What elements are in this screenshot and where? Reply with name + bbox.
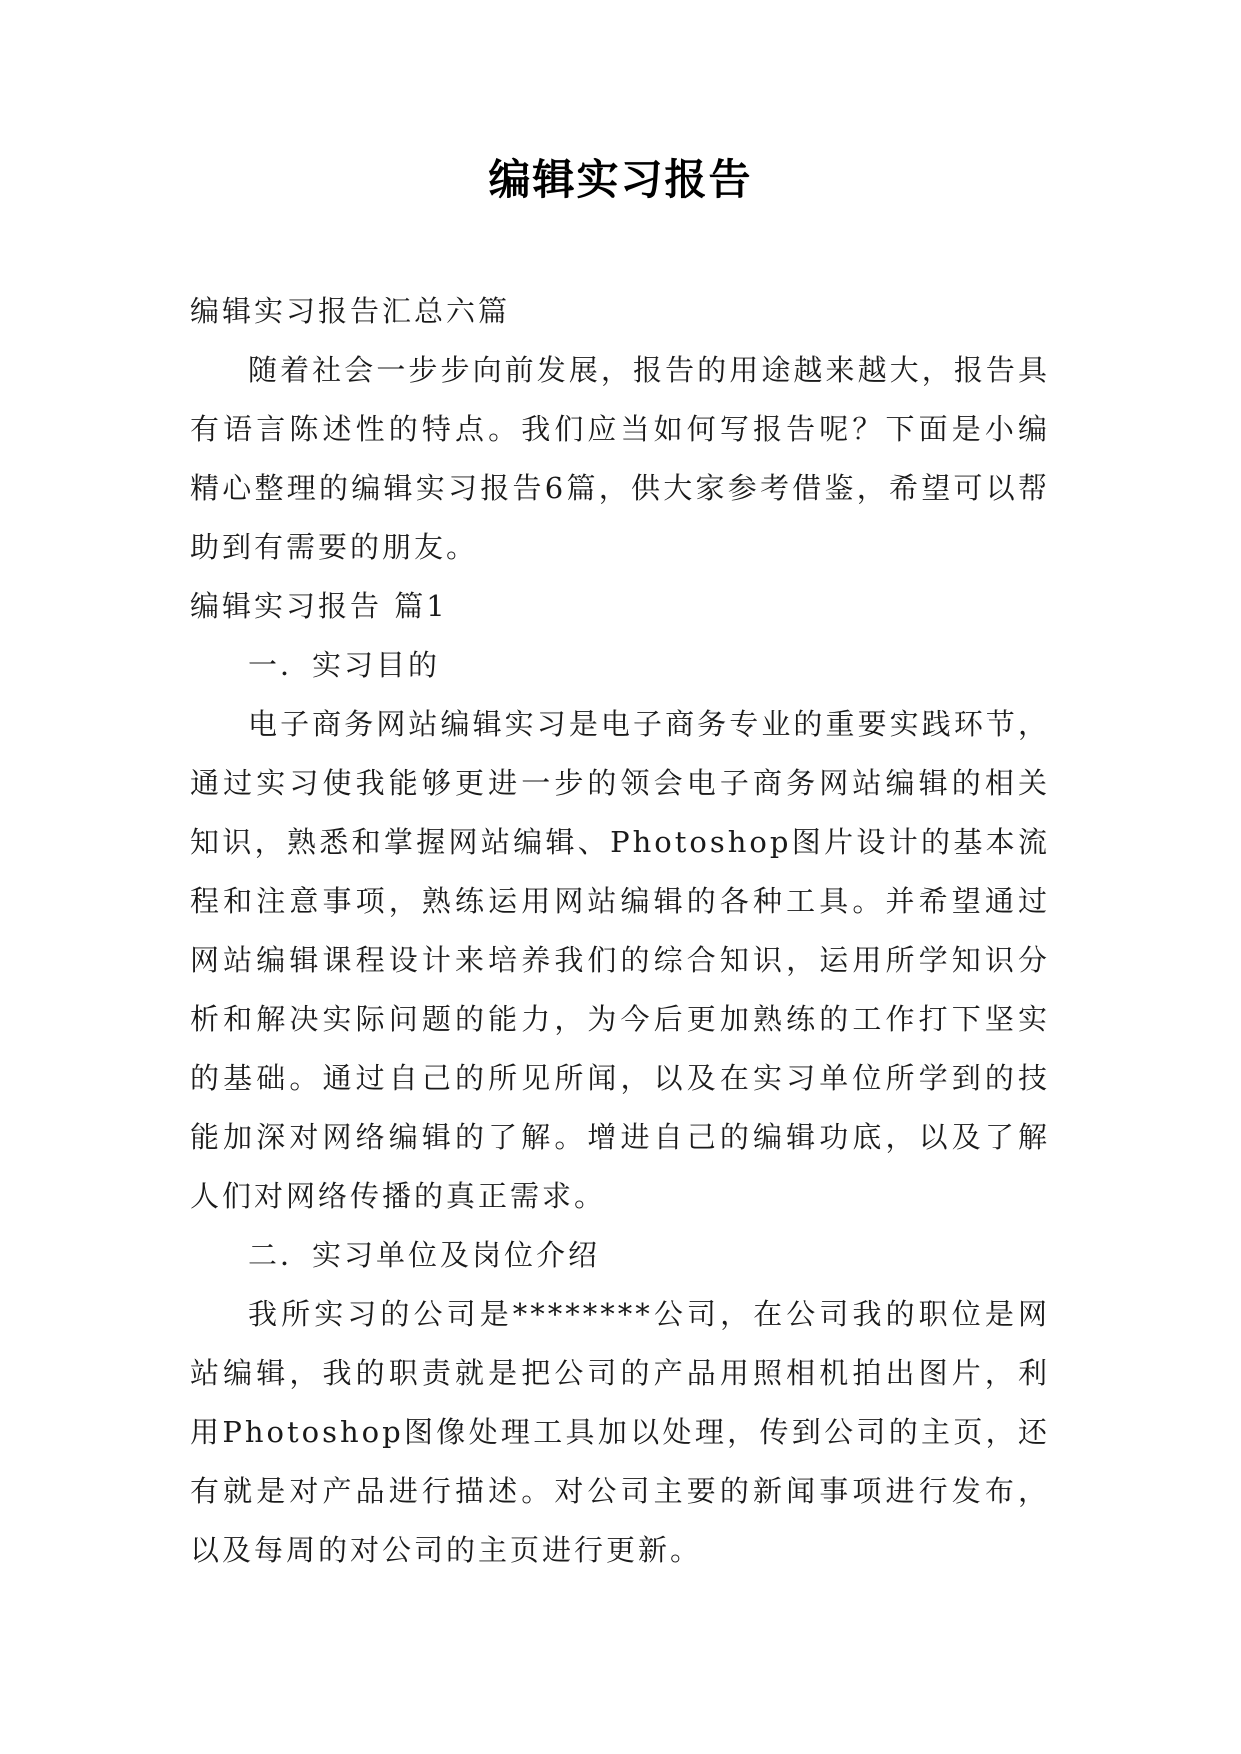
purpose-paragraph: 电子商务网站编辑实习是电子商务专业的重要实践环节，通过实习使我能够更进一步的领会电子商务网站编辑的相关知识，熟悉和掌握网站编辑、Photoshop图片设计的基本流程和注意事项，熟练运用网站编辑的各种工具。并希望通过网站编辑课程设计来培养我们的综合知识，运用所学知识分析和解决实际问题的能力，为今后更加熟练的工作打下坚实的基础。通过自己的所见所闻，以及在实习单位所学到的技能加深对网络编辑的了解。增进自己的编辑功底，以及了解人们对网络传播的真正需求。: [190, 707, 1050, 1213]
document-subtitle: 编辑实习报告汇总六篇: [190, 294, 511, 328]
document-body: [190, 282, 1050, 1580]
intro-paragraph: 随着社会一步步向前发展，报告的用途越来越大，报告具有语言陈述性的特点。我们应当如何写报告呢？下面是小编精心整理的编辑实习报告6篇，供大家参考借鉴，希望可以帮助到有需要的朋友。: [190, 353, 1050, 564]
document-title: 编辑实习报告: [488, 155, 753, 204]
part-heading-unit: 二．实习单位及岗位介绍: [248, 1238, 601, 1272]
part-heading-purpose: 一．实习目的: [248, 648, 441, 682]
unit-paragraph: 我所实习的公司是********公司，在公司我的职位是网站编辑，我的职责就是把公司的产品用照相机拍出图片，利用Photoshop图像处理工具加以处理，传到公司的主页，还有就是对产品进行描述。对公司主要的新闻事项进行发布，以及每周的对公司的主页进行更新。: [190, 1297, 1050, 1567]
section-heading: 编辑实习报告 篇1: [190, 589, 448, 623]
